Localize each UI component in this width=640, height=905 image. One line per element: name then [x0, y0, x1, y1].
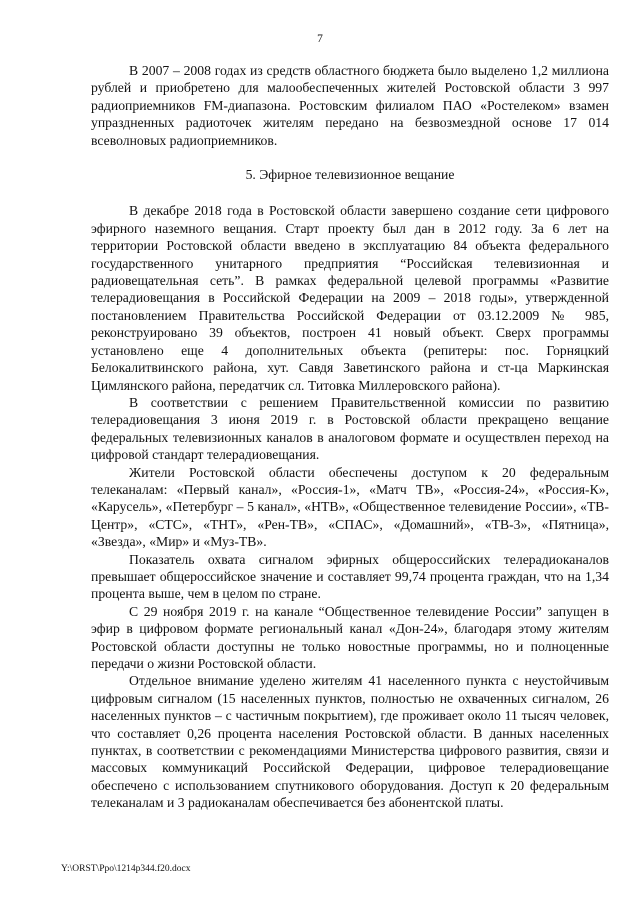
paragraph-digital-network: В декабре 2018 года в Ростовской области завершено создание сети цифрового эфирного наземного вещания. Старт проекту был дан в 2012 году. За 6 лет на территории Ростовской области введено в эксплуатацию 84 объекта федерального государственного унитарного предприятия “Российская телевизионная и радиовещательная сеть”. В рамках федеральной целевой программы «Развитие телерадиовещания в Российской Федерации на 2009 – 2018 годы», утвержденной постановлением Правительства Российской Федерации от 03.12.2009 № 985, реконструировано 39 объектов, построен 41 новый объект. Сверх программы установлено еще 4 дополнительных объекта (репитеры: пос. Горняцкий Белокалитвинского района, хут. Савдя Заветинского района и ст-ца Маркинская Цимлянского района, передатчик сл. Титовка Миллеровского района).	[91, 203, 609, 393]
paragraph-unstable-signal: Отдельное внимание уделено жителям 41 населенного пункта с неустойчивым цифровым сигналом (15 населенных пунктов, полностью не охваченных сигналом, 26 населенных пунктов – с частичным покрытием), где проживает около 11 тысяч человек, что составляет 0,26 процента населения Ростовской области. В данных населенных пунктах, в соответствии с рекомендациями Министерства цифрового развития, связи и массовых коммуникаций Российской Федерации, цифровое телерадиовещание обеспечено с использованием спутникового оборудования. Доступ к 20 федеральным телеканалам и 3 радиоканалам обеспечивается без абонентской платы.	[91, 673, 609, 811]
paragraph-coverage: Показатель охвата сигналом эфирных общероссийских телерадиоканалов превышает общероссийское значение и составляет 99,74 процента граждан, что на 1,34 процента выше, чем в целом по стране.	[91, 551, 609, 602]
footer-file-path: Y:\ORST\Ppo\1214p344.f20.docx	[61, 864, 191, 874]
page-number: 7	[317, 33, 323, 45]
paragraph-radio-receivers: В 2007 – 2008 годах из средств областного бюджета было выделено 1,2 миллиона рублей и приобретено для малообеспеченных жителей Ростовской области 3 997 радиоприемников FM-диапазона. Ростовским филиалом ПАО «Ростелеком» взамен упраздненных радиоточек жителям передано на безвозмездной основе 17 014 всеволновых радиоприемников.	[91, 63, 609, 148]
section-heading: 5. Эфирное телевизионное вещание	[245, 167, 455, 183]
document-body	[91, 62, 609, 812]
paragraph-federal-channels: Жители Ростовской области обеспечены доступом к 20 федеральным телеканалам: «Первый канал», «Россия-1», «Матч ТВ», «Россия-24», «Россия-К», «Карусель», «Петербург – 5 канал», «НТВ», «Общественное телевидение России», «ТВ-Центр», «СТС», «ТНТ», «Рен-ТВ», «СПАС», «Домашний», «ТВ-3», «Пятница», «Звезда», «Мир» и «Муз-ТВ».	[91, 464, 609, 550]
paragraph-analog-shutdown: В соответствии с решением Правительственной комиссии по развитию телерадиовещания 3 июня 2019 г. в Ростовской области прекращено вещание федеральных телевизионных каналов в аналоговом формате и осуществлен переход на цифровой стандарт телерадиовещания.	[91, 394, 609, 463]
paragraph-don-24: С 29 ноября 2019 г. на канале “Общественное телевидение России” запущен в эфир в цифровом формате региональный канал «Дон-24», благодаря этому жителям Ростовской области доступны не только новостные программы, но и полноценные передачи о жизни Ростовской области.	[91, 603, 609, 671]
